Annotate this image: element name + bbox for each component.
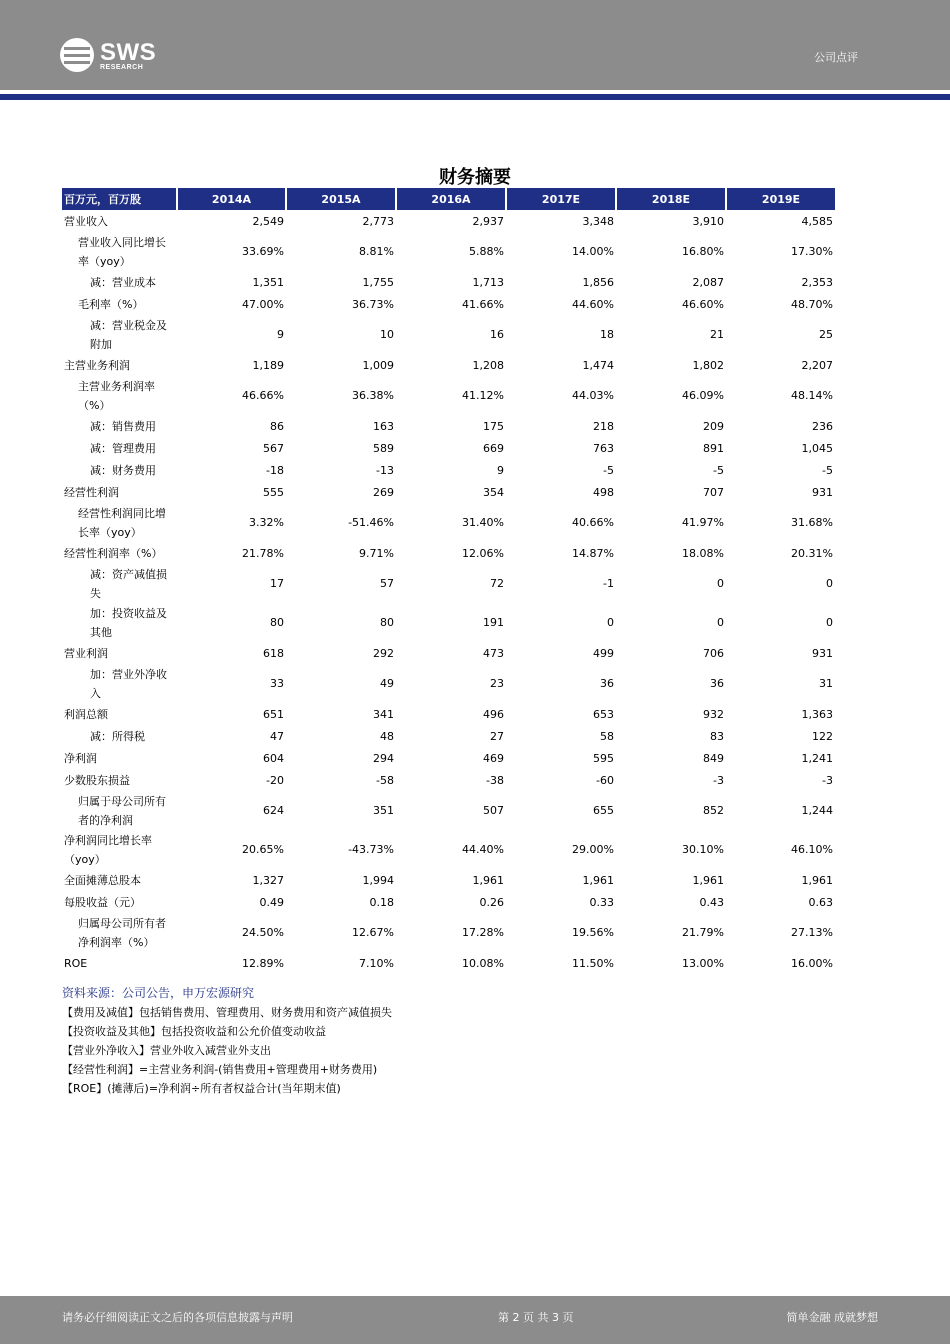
cell-value: 8.81%: [359, 245, 394, 258]
row-label: 全面摊薄总股本: [64, 873, 141, 887]
row-label: 减：财务费用: [90, 463, 156, 477]
notes-section: [62, 984, 392, 1098]
row-label: 减：营业成本: [90, 275, 156, 289]
cell-value: 294: [373, 751, 394, 765]
cell-value: 1,961: [801, 873, 833, 887]
cell-value: 1,961: [692, 873, 724, 887]
cell-value: 0.33: [589, 895, 614, 909]
cell-value: 41.12%: [462, 389, 504, 402]
page-title: 财务摘要: [439, 167, 511, 188]
cell-value: 41.66%: [462, 297, 504, 311]
column-header-year: 2016A: [396, 188, 506, 210]
row-label: 净利润同比增长率（yoy）: [64, 833, 152, 866]
cell-value: 10.08%: [462, 956, 504, 970]
cell-value: 31.68%: [791, 516, 833, 529]
cell-value: 80: [380, 616, 394, 629]
page-header: [0, 0, 950, 90]
cell-value: 567: [263, 441, 284, 455]
cell-value: 507: [483, 804, 504, 817]
cell-value: 0.49: [259, 895, 284, 909]
table-row: [62, 564, 835, 603]
cell-value: 269: [373, 485, 394, 499]
cell-value: 1,961: [472, 873, 504, 887]
cell-value: 31: [819, 677, 833, 690]
cell-value: -1: [603, 577, 614, 590]
cell-value: 2,549: [252, 214, 284, 228]
cell-value: 9.71%: [359, 546, 394, 560]
cell-value: 33.69%: [242, 245, 284, 258]
table-row: [62, 481, 835, 503]
cell-value: 1,713: [472, 275, 504, 289]
note-line: 【投资收益及其他】包括投资收益和公允价值变动收益: [62, 1025, 326, 1038]
cell-value: 4,585: [801, 214, 833, 228]
note-line: 【营业外净收入】营业外收入减营业外支出: [62, 1044, 271, 1057]
cell-value: 48.70%: [791, 297, 833, 311]
cell-value: 16.80%: [682, 245, 724, 258]
cell-value: 2,937: [472, 214, 504, 228]
cell-value: 9: [277, 328, 284, 341]
table-header-row: [62, 188, 835, 210]
cell-value: 30.10%: [682, 843, 724, 856]
cell-value: 5.88%: [469, 245, 504, 258]
cell-value: 1,802: [692, 358, 724, 372]
note-line: 【ROE】(摊薄后)=净利润÷所有者权益合计(当年期末值): [62, 1082, 341, 1095]
cell-value: 3.32%: [249, 516, 284, 529]
cell-value: 931: [812, 646, 833, 660]
cell-value: 589: [373, 441, 394, 455]
row-label: 毛利率（%）: [78, 297, 144, 311]
cell-value: 13.00%: [682, 956, 724, 970]
cell-value: 12.67%: [352, 926, 394, 939]
table-row: [62, 642, 835, 664]
row-label: 减：所得税: [90, 729, 145, 743]
cell-value: -18: [266, 463, 284, 477]
cell-value: 236: [812, 419, 833, 433]
cell-value: 58: [600, 729, 614, 743]
cell-value: 44.60%: [572, 297, 614, 311]
cell-value: 163: [373, 419, 394, 433]
cell-value: 41.97%: [682, 516, 724, 529]
column-header-units: 百万元，百万股: [62, 188, 177, 210]
note-line: 【费用及减值】包括销售费用、管理费用、财务费用和资产减值损失: [62, 1006, 392, 1019]
cell-value: 0: [826, 577, 833, 590]
cell-value: 3,910: [692, 214, 724, 228]
cell-value: 473: [483, 646, 504, 660]
cell-value: 3,348: [582, 214, 614, 228]
cell-value: 2,353: [801, 275, 833, 289]
row-label: 加：投资收益及其他: [90, 606, 167, 639]
table-row: [62, 952, 835, 974]
cell-value: -3: [713, 773, 724, 787]
cell-value: -60: [596, 773, 614, 787]
cell-value: 11.50%: [572, 956, 614, 970]
table-row: [62, 725, 835, 747]
column-header-year: 2018E: [616, 188, 726, 210]
row-label: 经营性利润同比增长率（yoy）: [78, 506, 166, 539]
cell-value: 10: [380, 328, 394, 341]
cell-value: 17.28%: [462, 926, 504, 939]
cell-value: 47.00%: [242, 297, 284, 311]
cell-value: 849: [703, 751, 724, 765]
cell-value: -3: [822, 773, 833, 787]
cell-value: 14.87%: [572, 546, 614, 560]
cell-value: -51.46%: [348, 516, 394, 529]
table-row: [62, 703, 835, 725]
cell-value: 651: [263, 707, 284, 721]
cell-value: 1,961: [582, 873, 614, 887]
table-row: [62, 503, 835, 542]
cell-value: 14.00%: [572, 245, 614, 258]
cell-value: 46.10%: [791, 843, 833, 856]
cell-value: -20: [266, 773, 284, 787]
row-label: 加：营业外净收入: [90, 667, 167, 700]
cell-value: 21: [710, 328, 724, 341]
table-row: [62, 769, 835, 791]
cell-value: 655: [593, 804, 614, 817]
cell-value: 1,208: [472, 358, 504, 372]
cell-value: 20.65%: [242, 843, 284, 856]
cell-value: 17.30%: [791, 245, 833, 258]
table-row: [62, 747, 835, 769]
cell-value: 2,207: [801, 358, 833, 372]
cell-value: 36.38%: [352, 389, 394, 402]
cell-value: 469: [483, 751, 504, 765]
cell-value: 0.18: [369, 895, 394, 909]
sws-logo: [60, 38, 170, 78]
cell-value: 1,363: [801, 707, 833, 721]
cell-value: 351: [373, 804, 394, 817]
cell-value: 18: [600, 328, 614, 341]
cell-value: 40.66%: [572, 516, 614, 529]
cell-value: 46.60%: [682, 297, 724, 311]
row-label: 经营性利润: [64, 485, 119, 499]
cell-value: 80: [270, 616, 284, 629]
source-note: 资料来源：公司公告，申万宏源研究: [62, 986, 255, 1000]
cell-value: 29.00%: [572, 843, 614, 856]
cell-value: 0.26: [479, 895, 504, 909]
column-header-year: 2019E: [726, 188, 835, 210]
cell-value: 499: [593, 646, 614, 660]
cell-value: 20.31%: [791, 546, 833, 560]
report-type: 公司点评: [814, 51, 858, 64]
row-label: 少数股东损益: [64, 773, 130, 787]
column-header-year: 2017E: [506, 188, 616, 210]
table-row: [62, 315, 835, 354]
cell-value: 46.66%: [242, 389, 284, 402]
cell-value: 763: [593, 441, 614, 455]
table-row: [62, 415, 835, 437]
cell-value: 21.79%: [682, 926, 724, 939]
cell-value: 48.14%: [791, 389, 833, 402]
cell-value: 9: [497, 463, 504, 477]
cell-value: -38: [486, 773, 504, 787]
cell-value: 618: [263, 646, 284, 660]
footer-disclaimer: 请务必仔细阅读正文之后的各项信息披露与声明: [62, 1311, 293, 1324]
table-row: [62, 232, 835, 271]
cell-value: 209: [703, 419, 724, 433]
logo-text: SWS: [100, 39, 157, 66]
table-row: [62, 664, 835, 703]
table-row: [62, 271, 835, 293]
row-label: 经营性利润率（%）: [64, 546, 163, 560]
cell-value: 16: [490, 328, 504, 341]
cell-value: 624: [263, 804, 284, 817]
footer-slogan: 简单金融 成就梦想: [786, 1311, 878, 1324]
table-row: [62, 354, 835, 376]
cell-value: 21.78%: [242, 546, 284, 560]
cell-value: 191: [483, 616, 504, 629]
cell-value: 1,244: [801, 804, 833, 817]
table-row: [62, 603, 835, 642]
row-label: 主营业务利润率（%）: [78, 379, 155, 412]
cell-value: 0: [607, 616, 614, 629]
row-label: 营业收入同比增长率（yoy）: [78, 235, 166, 268]
cell-value: 1,045: [801, 441, 833, 455]
row-label: ROE: [64, 956, 88, 970]
row-label: 减：资产减值损失: [90, 567, 167, 600]
cell-value: 25: [819, 328, 833, 341]
cell-value: 555: [263, 485, 284, 499]
cell-value: 0.43: [699, 895, 724, 909]
cell-value: -5: [822, 463, 833, 477]
row-label: 归属于母公司所有者的净利润: [78, 794, 166, 827]
cell-value: 0: [717, 577, 724, 590]
cell-value: 7.10%: [359, 956, 394, 970]
cell-value: 292: [373, 646, 394, 660]
cell-value: 931: [812, 485, 833, 499]
row-label: 减：销售费用: [90, 419, 156, 433]
cell-value: 498: [593, 485, 614, 499]
cell-value: 653: [593, 707, 614, 721]
cell-value: 33: [270, 677, 284, 690]
cell-value: 1,009: [362, 358, 394, 372]
cell-value: 18.08%: [682, 546, 724, 560]
cell-value: 1,241: [801, 751, 833, 765]
cell-value: 83: [710, 729, 724, 743]
cell-value: 1,189: [252, 358, 284, 372]
cell-value: 17: [270, 577, 284, 590]
cell-value: 1,351: [252, 275, 284, 289]
cell-value: 341: [373, 707, 394, 721]
cell-value: 604: [263, 751, 284, 765]
financial-summary-table: [62, 188, 835, 974]
cell-value: 0: [717, 616, 724, 629]
cell-value: 932: [703, 707, 724, 721]
row-label: 主营业务利润: [64, 358, 130, 372]
cell-value: 707: [703, 485, 724, 499]
cell-value: 36: [710, 677, 724, 690]
cell-value: 2,087: [692, 275, 724, 289]
cell-value: 354: [483, 485, 504, 499]
cell-value: -43.73%: [348, 843, 394, 856]
table-row: [62, 869, 835, 891]
row-label: 利润总额: [64, 707, 108, 721]
note-line: 【经营性利润】=主营业务利润-(销售费用+管理费用+财务费用): [62, 1063, 378, 1076]
cell-value: 23: [490, 677, 504, 690]
cell-value: 49: [380, 677, 394, 690]
cell-value: 24.50%: [242, 926, 284, 939]
cell-value: 1,474: [582, 358, 614, 372]
cell-value: -13: [376, 463, 394, 477]
cell-value: 47: [270, 729, 284, 743]
table-row: [62, 459, 835, 481]
cell-value: 44.40%: [462, 843, 504, 856]
row-label: 营业利润: [64, 646, 108, 660]
cell-value: -5: [713, 463, 724, 477]
cell-value: 0.63: [808, 895, 833, 909]
cell-value: 48: [380, 729, 394, 743]
table-row: [62, 437, 835, 459]
header-divider-blue: [0, 94, 950, 100]
row-label: 营业收入: [64, 214, 108, 228]
cell-value: 706: [703, 646, 724, 660]
cell-value: 12.89%: [242, 956, 284, 970]
logo-subtext: RESEARCH: [100, 64, 144, 71]
footer-page-number: 第 2 页 共 3 页: [498, 1311, 574, 1324]
cell-value: 46.09%: [682, 389, 724, 402]
row-label: 归属母公司所有者净利润率（%）: [78, 916, 166, 949]
table-row: [62, 376, 835, 415]
cell-value: -58: [376, 773, 394, 787]
cell-value: 218: [593, 419, 614, 433]
cell-value: 496: [483, 707, 504, 721]
cell-value: 852: [703, 804, 724, 817]
cell-value: 72: [490, 577, 504, 590]
cell-value: 2,773: [362, 214, 394, 228]
cell-value: 31.40%: [462, 516, 504, 529]
cell-value: 12.06%: [462, 546, 504, 560]
table-row: [62, 542, 835, 564]
cell-value: 891: [703, 441, 724, 455]
table-row: [62, 913, 835, 952]
row-label: 每股收益（元）: [64, 895, 141, 909]
logo-mark-icon: [60, 38, 94, 72]
cell-value: 122: [812, 729, 833, 743]
cell-value: 44.03%: [572, 389, 614, 402]
cell-value: 669: [483, 441, 504, 455]
cell-value: 1,327: [252, 873, 284, 887]
cell-value: 595: [593, 751, 614, 765]
cell-value: 0: [826, 616, 833, 629]
column-header-year: 2015A: [286, 188, 396, 210]
cell-value: 175: [483, 419, 504, 433]
row-label: 减：营业税金及附加: [90, 318, 167, 351]
table-row: [62, 891, 835, 913]
table-row: [62, 293, 835, 315]
cell-value: 86: [270, 419, 284, 433]
table-row: [62, 210, 835, 232]
cell-value: 36.73%: [352, 297, 394, 311]
table-body: [62, 210, 835, 974]
column-header-year: 2014A: [177, 188, 286, 210]
cell-value: 36: [600, 677, 614, 690]
cell-value: 1,856: [582, 275, 614, 289]
row-label: 净利润: [64, 751, 97, 765]
table-row: [62, 830, 835, 869]
row-label: 减：管理费用: [90, 441, 156, 455]
cell-value: -5: [603, 463, 614, 477]
cell-value: 1,755: [362, 275, 394, 289]
table-row: [62, 791, 835, 830]
cell-value: 19.56%: [572, 926, 614, 939]
cell-value: 57: [380, 577, 394, 590]
cell-value: 16.00%: [791, 956, 833, 970]
cell-value: 27: [490, 729, 504, 743]
cell-value: 1,994: [362, 873, 394, 887]
cell-value: 27.13%: [791, 926, 833, 939]
